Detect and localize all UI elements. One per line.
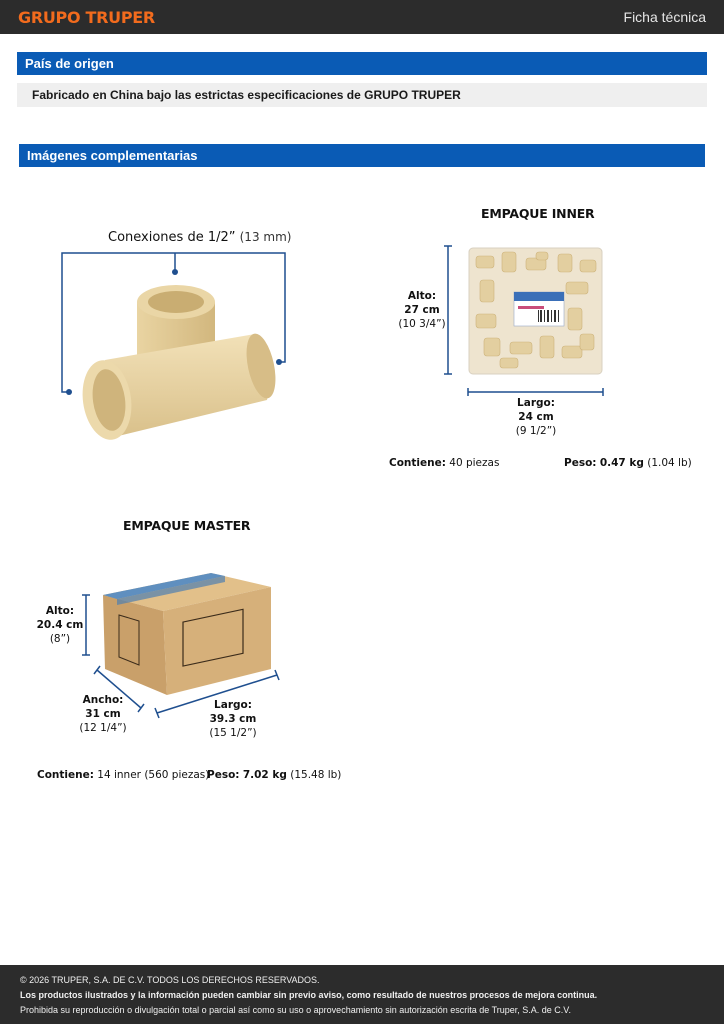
images-heading: Imágenes complementarias [19, 144, 705, 167]
inner-title: EMPAQUE INNER [481, 206, 595, 221]
master-contents: Contiene: 14 inner (560 piezas) [37, 769, 210, 781]
product-title [108, 230, 291, 245]
inner-alto-label: Alto: 27 cm (10 3/4”) [398, 290, 446, 330]
footer-notice: Los productos ilustrados y la información pueden cambiar sin previo aviso, como resultado de nuestros procesos de mejora continua. [20, 990, 598, 1000]
brand-logo: GRUPO TRUPER [18, 8, 155, 27]
product-title-main: Conexiones de 1/2” [108, 230, 236, 245]
master-ancho-label: Ancho: 31 cm (12 1/4”) [79, 694, 127, 734]
footer [0, 965, 724, 1024]
master-largo-label: Largo: 39.3 cm (15 1/2”) [209, 699, 257, 739]
footer-prohibition: Prohibida su reproducción o divulgación total o parcial así como su uso o aprovechamiento sin autorización escrita de Truper, S.A. de C.V. [20, 1005, 571, 1015]
inner-bag-illustration [440, 242, 610, 402]
tee-fitting-illustration [55, 250, 295, 450]
master-title: EMPAQUE MASTER [123, 518, 251, 533]
inner-largo-label: Largo: 24 cm (9 1/2”) [515, 397, 557, 437]
master-weight: Peso: 7.02 kg (15.48 lb) [207, 769, 342, 781]
top-bar [0, 0, 724, 34]
footer-copyright: © 2026 TRUPER, S.A. DE C.V. TODOS LOS DERECHOS RESERVADOS. [20, 975, 320, 985]
product-title-sub: (13 mm) [239, 230, 292, 244]
origin-text: Fabricado en China bajo las estrictas especificaciones de GRUPO TRUPER [17, 83, 707, 107]
inner-contents: Contiene: 40 piezas [389, 457, 500, 469]
origin-heading: País de origen [17, 52, 707, 75]
master-alto-label: Alto: 20.4 cm (8”) [36, 605, 84, 645]
document-type: Ficha técnica [623, 9, 706, 25]
inner-weight: Peso: 0.47 kg (1.04 lb) [564, 457, 692, 469]
